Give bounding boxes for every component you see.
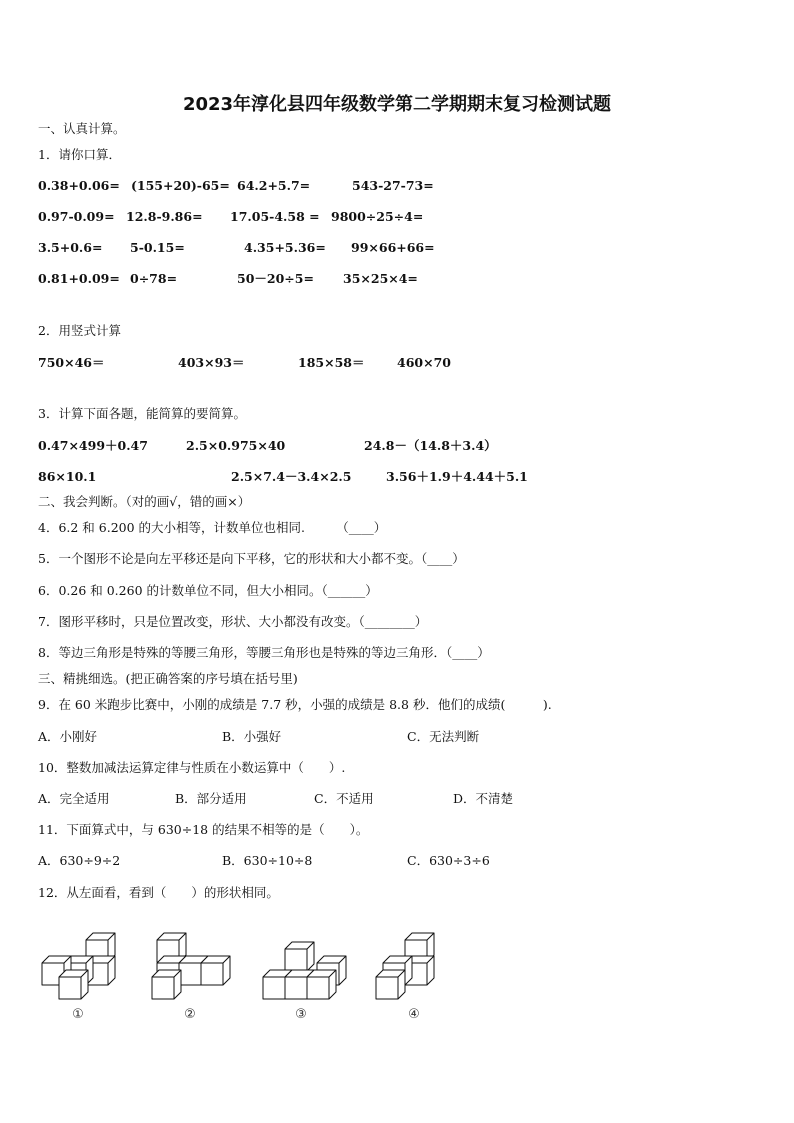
q1-r4-c3: 50－20÷5=: [237, 271, 314, 286]
q1-r4-c1: 0.81+0.09=: [38, 271, 120, 286]
q9-option-b: B．小强好: [222, 729, 282, 744]
q1-r2-c4: 9800÷25÷4=: [331, 209, 424, 224]
q1-r2-c2: 12.8-9.86=: [126, 209, 203, 224]
q1-r1-c1: 0.38+0.06=: [38, 178, 120, 193]
cube-figure-3: [263, 942, 346, 999]
q1-label: 1．请你口算．: [38, 147, 121, 162]
q2-item-1: 750×46＝: [38, 355, 105, 370]
q2-item-4: 460×70: [397, 355, 451, 370]
q12-stem: 12．从左面看，看到（ ）的形状相同。: [38, 885, 279, 900]
q10-option-b: B．部分适用: [175, 791, 247, 806]
q9-option-c: C．无法判断: [407, 729, 480, 744]
q1-r1-c3: 64.2+5.7=: [237, 178, 311, 193]
section-3-heading: 三、精挑细选。(把正确答案的序号填在括号里): [38, 671, 298, 686]
q11-option-c: C．630÷3÷6: [407, 853, 490, 868]
q2-item-2: 403×93＝: [178, 355, 245, 370]
figure-label-2: ②: [184, 1007, 196, 1022]
q3-label: 3．计算下面各题，能简算的要简算。: [38, 406, 246, 421]
q12-cube-figures: [36, 925, 466, 1025]
q1-r2-c1: 0.97-0.09=: [38, 209, 115, 224]
q6-text: 6．0.26 和 0.260 的计数单位不同，但大小相同。（______）: [38, 583, 378, 598]
q9-stem: 9．在 60 米跑步比赛中，小刚的成绩是 7.7 秒，小强的成绩是 8.8 秒．他们的成绩( ).: [38, 697, 552, 712]
q3-r2-c3: 3.56＋1.9＋4.44＋5.1: [386, 469, 528, 484]
q3-r1-c3: 24.8－（14.8＋3.4）: [364, 438, 497, 453]
q8-text: 8．等边三角形是特殊的等腰三角形，等腰三角形也是特殊的等边三角形．（____）: [38, 645, 490, 660]
q3-r1-c1: 0.47×499＋0.47: [38, 438, 148, 453]
section-1-heading: 一、认真计算。: [38, 121, 126, 136]
section-2-heading: 二、我会判断。（对的画√，错的画×）: [38, 494, 251, 509]
q11-option-b: B．630÷10÷8: [222, 853, 313, 868]
q10-option-a: A．完全适用: [38, 791, 110, 806]
q9-option-a: A．小刚好: [38, 729, 98, 744]
q3-r1-c2: 2.5×0.975×40: [186, 438, 286, 453]
q1-r2-c3: 17.05-4.58 =: [230, 209, 320, 224]
q3-r2-c2: 2.5×7.4－3.4×2.5: [231, 469, 352, 484]
q2-label: 2．用竖式计算: [38, 323, 121, 338]
q10-option-c: C．不适用: [314, 791, 374, 806]
figure-label-1: ①: [72, 1007, 84, 1022]
q10-option-d: D．不清楚: [453, 791, 514, 806]
figure-label-3: ③: [295, 1007, 307, 1022]
q1-r1-c4: 543-27-73=: [352, 178, 434, 193]
q1-r3-c3: 4.35+5.36=: [244, 240, 326, 255]
q11-option-a: A．630÷9÷2: [38, 853, 121, 868]
figure-label-4: ④: [408, 1007, 420, 1022]
q11-stem: 11．下面算式中，与 630÷18 的结果不相等的是（ ）。: [38, 822, 369, 837]
q1-r3-c2: 5-0.15=: [130, 240, 185, 255]
q3-r2-c1: 86×10.1: [38, 469, 97, 484]
cube-figure-1: [42, 933, 115, 999]
q1-r4-c4: 35×25×4=: [343, 271, 418, 286]
q5-text: 5．一个图形不论是向左平移还是向下平移，它的形状和大小都不变。（____）: [38, 551, 465, 566]
cube-figure-4: [376, 933, 434, 999]
q1-r3-c4: 99×66+66=: [351, 240, 435, 255]
q1-r1-c2: (155+20)-65=: [131, 178, 230, 193]
q4-text: 4．6.2 和 6.200 的大小相等，计数单位也相同. （____）: [38, 520, 387, 535]
q7-text: 7．图形平移时，只是位置改变，形状、大小都没有改变。（________）: [38, 614, 428, 629]
cube-figure-2: [152, 933, 230, 999]
q10-stem: 10．整数加减法运算定律与性质在小数运算中（ ）.: [38, 760, 346, 775]
q1-r4-c2: 0÷78=: [130, 271, 178, 286]
q1-r3-c1: 3.5+0.6=: [38, 240, 103, 255]
page-title: 2023年淳化县四年级数学第二学期期末复习检测试题: [182, 94, 612, 115]
q2-item-3: 185×58＝: [298, 355, 365, 370]
